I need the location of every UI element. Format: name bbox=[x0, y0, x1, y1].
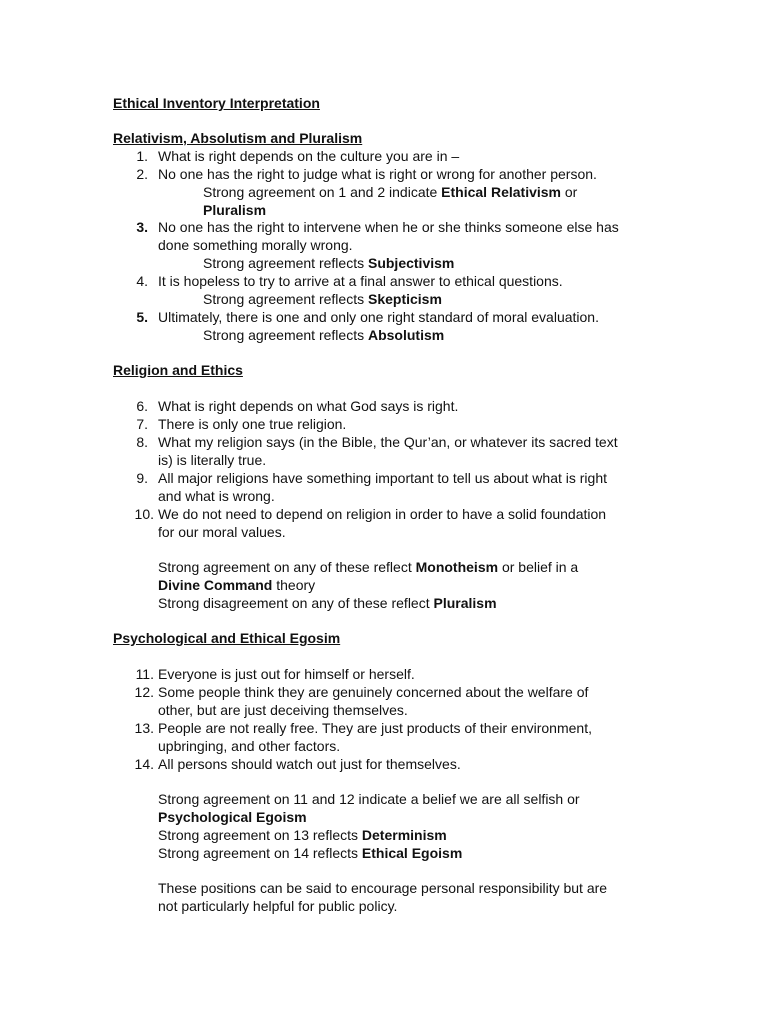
item-number: 13. bbox=[134, 720, 154, 736]
item-text: What is right depends on what God says is right. bbox=[158, 398, 459, 414]
item-number: 11. bbox=[135, 666, 154, 682]
item-number: 9. bbox=[136, 470, 148, 486]
item-text: No one has the right to intervene when he or she thinks someone else has bbox=[158, 219, 619, 235]
item-number: 1. bbox=[136, 148, 148, 164]
item-text: done something morally wrong. bbox=[158, 237, 353, 253]
section-heading-egoism: Psychological and Ethical Egosim bbox=[113, 630, 341, 646]
item-text: People are not really free. They are just products of their environment, bbox=[158, 720, 592, 736]
item-number: 6. bbox=[136, 398, 148, 414]
interpretation-note: Strong agreement on 11 and 12 indicate a belief we are all selfish or bbox=[158, 791, 580, 807]
position-term: Subjectivism bbox=[367, 255, 455, 271]
interpretation-note: Strong agreement reflects Absolutism bbox=[203, 327, 445, 343]
item-text: other, but are just deceiving themselves. bbox=[158, 702, 408, 718]
interpretation-note: Strong agreement on 13 reflects Determinism bbox=[158, 827, 447, 843]
item-text: We do not need to depend on religion in order to have a solid foundation bbox=[158, 506, 607, 522]
item-text: All major religions have something important to tell us about what is right bbox=[158, 470, 607, 486]
position-term: Divine Command bbox=[158, 577, 273, 593]
item-text: upbringing, and other factors. bbox=[158, 738, 341, 754]
section-heading-religion: Religion and Ethics bbox=[113, 362, 243, 378]
closing-note: not particularly helpful for public policy. bbox=[158, 898, 398, 914]
interpretation-note: Strong agreement on any of these reflect Monotheism or belief in a bbox=[158, 559, 579, 575]
position-term: Monotheism bbox=[415, 559, 499, 575]
interpretation-note: Strong agreement reflects Subjectivism bbox=[203, 255, 455, 271]
position-term: Pluralism bbox=[433, 595, 497, 611]
item-text: There is only one true religion. bbox=[158, 416, 347, 432]
item-number: 14. bbox=[134, 756, 154, 772]
item-text: Some people think they are genuinely concerned about the welfare of bbox=[158, 684, 589, 700]
position-term: Absolutism bbox=[367, 327, 445, 343]
item-text: Everyone is just out for himself or herself. bbox=[158, 666, 415, 682]
position-term: Pluralism bbox=[203, 202, 267, 218]
item-number: 12. bbox=[134, 684, 154, 700]
item-number: 10. bbox=[134, 506, 154, 522]
item-number: 8. bbox=[136, 434, 148, 450]
item-text: for our moral values. bbox=[158, 524, 286, 540]
item-text: Ultimately, there is one and only one right standard of moral evaluation. bbox=[158, 309, 599, 325]
interpretation-note: Strong disagreement on any of these reflect Pluralism bbox=[158, 595, 497, 611]
interpretation-note: Strong agreement on 14 reflects Ethical Egoism bbox=[158, 845, 463, 861]
item-text: No one has the right to judge what is right or wrong for another person. bbox=[158, 166, 597, 182]
item-text: is) is literally true. bbox=[158, 452, 267, 468]
interpretation-note: Strong agreement reflects Skepticism bbox=[203, 291, 442, 307]
item-number: 3. bbox=[136, 219, 148, 235]
item-text: What is right depends on the culture you are in – bbox=[158, 148, 460, 164]
position-term: Determinism bbox=[361, 827, 447, 843]
item-text: It is hopeless to try to arrive at a final answer to ethical questions. bbox=[158, 273, 563, 289]
position-term: Ethical Egoism bbox=[361, 845, 463, 861]
item-text: What my religion says (in the Bible, the Qur’an, or whatever its sacred text bbox=[158, 434, 618, 450]
item-number: 5. bbox=[136, 309, 148, 325]
interpretation-note: Strong agreement on 1 and 2 indicate Ethical Relativism or bbox=[203, 184, 578, 200]
item-number: 2. bbox=[136, 166, 148, 182]
section-heading-relativism: Relativism, Absolutism and Pluralism bbox=[113, 130, 363, 146]
item-number: 4. bbox=[136, 273, 148, 289]
interpretation-note: Divine Command theory bbox=[158, 577, 316, 593]
position-term: Psychological Egoism bbox=[158, 809, 307, 825]
item-number: 7. bbox=[136, 416, 148, 432]
closing-note: These positions can be said to encourage personal responsibility but are bbox=[158, 880, 608, 896]
document-title: Ethical Inventory Interpretation bbox=[113, 95, 320, 111]
item-text: All persons should watch out just for themselves. bbox=[158, 756, 461, 772]
position-term: Ethical Relativism bbox=[441, 184, 561, 200]
position-term: Skepticism bbox=[367, 291, 442, 307]
item-text: and what is wrong. bbox=[158, 488, 275, 504]
